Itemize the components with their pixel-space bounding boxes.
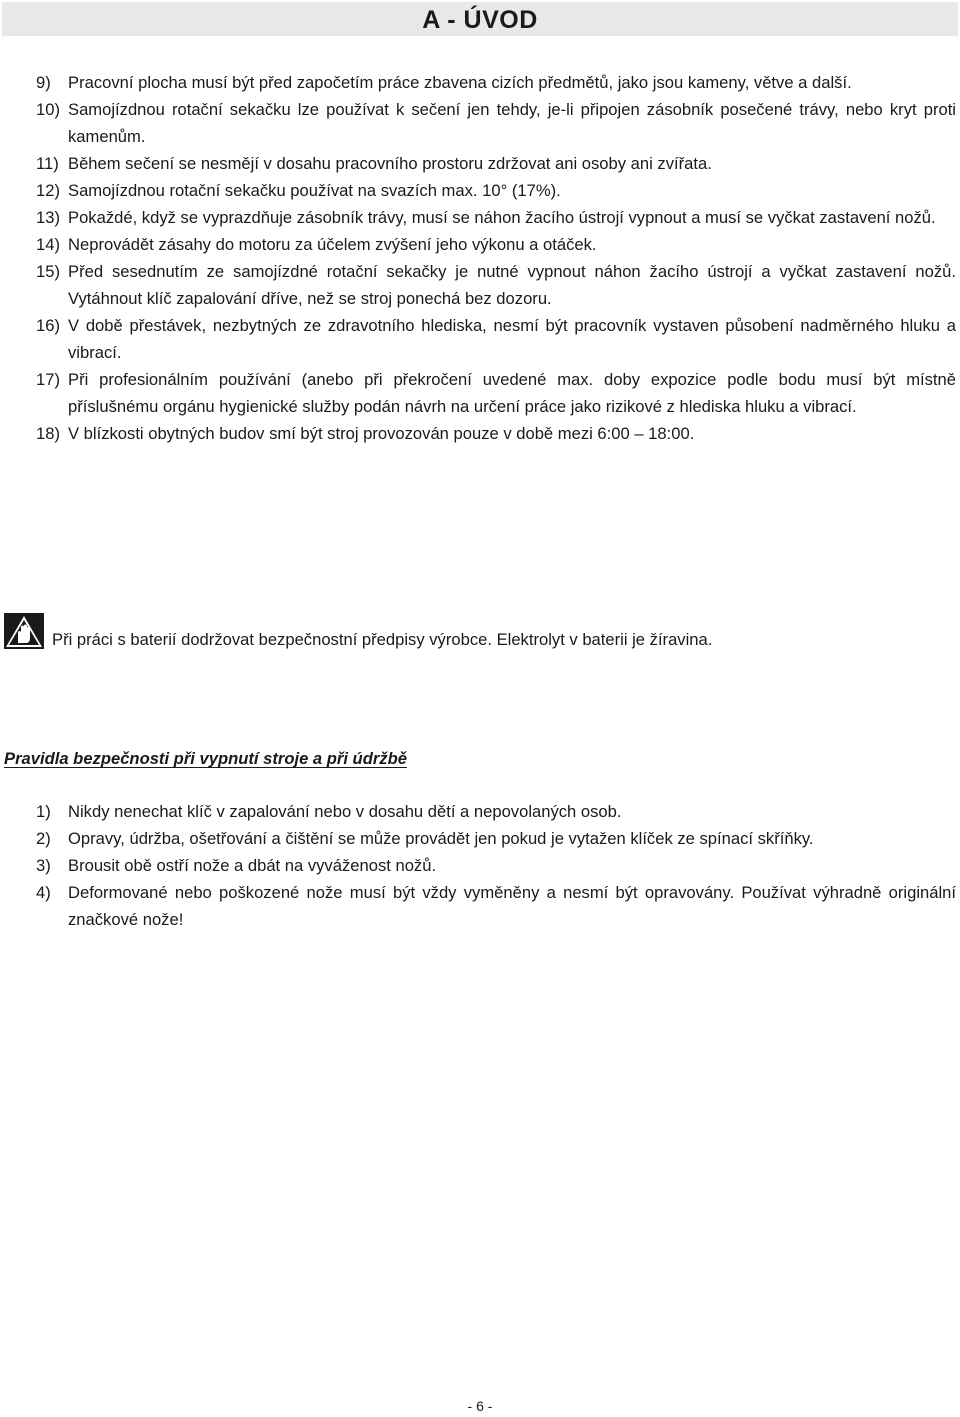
item-text: V době přestávek, nezbytných ze zdravotního hlediska, nesmí být pracovník vystaven působení nadměrného hluku a vibrací. <box>68 316 956 362</box>
item-number: 15) <box>36 262 60 281</box>
safety-rules-list <box>36 69 956 447</box>
item-text: V blízkosti obytných budov smí být stroj provozován pouze v době mezi 6:00 – 18:00. <box>68 424 695 443</box>
item-text: Deformované nebo poškozené nože musí být vždy vyměněny a nesmí být opravovány. Používat výhradně originální značkové nože! <box>68 883 956 929</box>
item-number: 1) <box>36 802 51 821</box>
item-number: 2) <box>36 829 51 848</box>
item-text: Pokaždé, když se vyprazdňuje zásobník trávy, musí se náhon žacího ústrojí vypnout a musí se vyčkat zastavení nožů. <box>68 208 936 227</box>
list-item <box>36 150 956 177</box>
warning-hand-icon <box>4 613 44 649</box>
battery-warning <box>4 613 954 657</box>
item-number: 4) <box>36 883 51 902</box>
list-item <box>36 420 956 447</box>
list-item <box>36 69 956 96</box>
item-number: 11) <box>36 154 59 173</box>
list-item <box>36 852 956 879</box>
item-number: 14) <box>36 235 60 254</box>
list-item <box>36 798 956 825</box>
item-number: 12) <box>36 181 60 200</box>
page-header <box>2 2 958 36</box>
item-text: Neprovádět zásahy do motoru za účelem zvýšení jeho výkonu a otáček. <box>68 235 597 254</box>
list-item <box>36 258 956 312</box>
item-text: Samojízdnou rotační sekačku lze používat k sečení jen tehdy, je-li připojen zásobník posečené trávy, nebo kryt proti kamenům. <box>68 100 956 146</box>
section-heading: Pravidla bezpečnosti při vypnutí stroje a při údržbě <box>4 749 407 768</box>
warning-text: Při práci s baterií dodržovat bezpečnostní předpisy výrobce. Elektrolyt v baterii je žíravina. <box>52 630 713 649</box>
item-text: Brousit obě ostří nože a dbát na vyváženost nožů. <box>68 856 437 875</box>
maintenance-rules-list <box>36 798 956 933</box>
item-text: Pracovní plocha musí být před započetím práce zbavena cizích předmětů, jako jsou kameny, větve a další. <box>68 73 852 92</box>
item-text: Před sesednutím ze samojízdné rotační sekačky je nutné vypnout náhon žacího ústrojí a vyčkat zastavení nožů. Vytáhnout klíč zapalování dříve, než se stroj ponechá bez dozoru. <box>68 262 956 308</box>
list-item <box>36 96 956 150</box>
item-text: Nikdy nenechat klíč v zapalování nebo v dosahu dětí a nepovolaných osob. <box>68 802 622 821</box>
item-text: Při profesionálním používání (anebo při překročení uvedené max. doby expozice podle bodu musí být místně příslušnému orgánu hygienické služby podán návrh na určení práce jako rizikové z hlediska hluku a vibrací. <box>68 370 956 416</box>
item-number: 13) <box>36 208 60 227</box>
item-number: 17) <box>36 370 60 389</box>
item-text: Během sečení se nesmějí v dosahu pracovního prostoru zdržovat ani osoby ani zvířata. <box>68 154 712 173</box>
list-item <box>36 879 956 933</box>
page-number: - 6 - <box>467 1398 493 1414</box>
list-item <box>36 204 956 231</box>
page-title: A - ÚVOD <box>422 6 538 34</box>
list-item <box>36 825 956 852</box>
item-number: 9) <box>36 73 51 92</box>
item-text: Opravy, údržba, ošetřování a čištění se může provádět jen pokud je vytažen klíček ze spínací skříňky. <box>68 829 814 848</box>
list-item <box>36 177 956 204</box>
item-number: 16) <box>36 316 60 335</box>
list-item <box>36 312 956 366</box>
list-item <box>36 366 956 420</box>
list-item <box>36 231 956 258</box>
item-number: 10) <box>36 100 60 119</box>
item-number: 3) <box>36 856 51 875</box>
item-text: Samojízdnou rotační sekačku používat na svazích max. 10° (17%). <box>68 181 561 200</box>
item-number: 18) <box>36 424 60 443</box>
